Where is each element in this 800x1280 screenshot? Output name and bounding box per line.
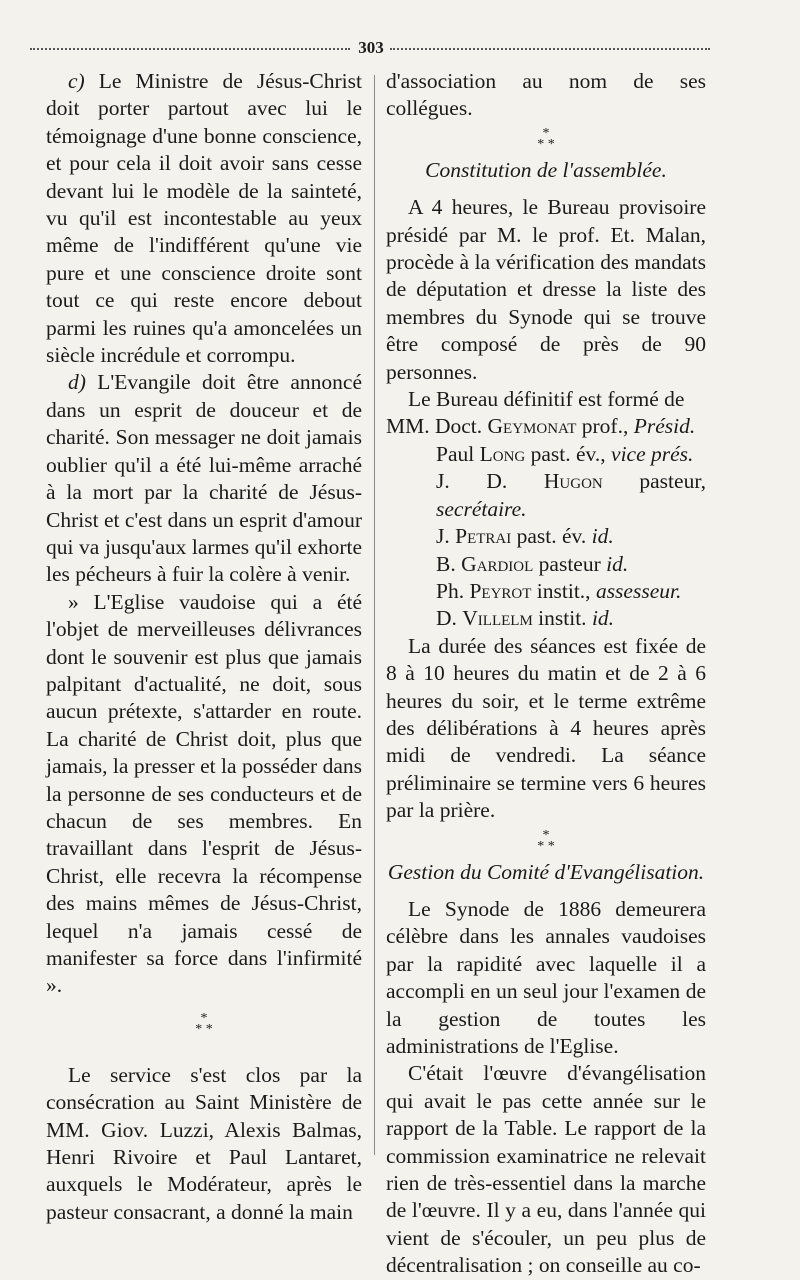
bureau-president-prefix: MM. Doct. <box>386 414 483 439</box>
member-title: instit. <box>538 606 587 631</box>
star-top: * <box>200 1010 208 1026</box>
paragraph-service: Le service s'est clos par la consécration au Saint Ministère de MM. Giov. Luzzi, Alexis Balmas, Henri Rivoire et Paul Lantaret, auxquels le Modérateur, après le pasteur consacrant, a donné la main <box>46 1062 362 1224</box>
bureau-member <box>386 551 706 578</box>
star-pair: * * <box>537 838 555 854</box>
paragraph-d-label: d) <box>68 370 86 395</box>
section-heading-constitution: Constitution de l'assemblée. <box>425 157 667 182</box>
member-title: past. év. <box>516 524 587 549</box>
member-first: B. <box>436 551 456 576</box>
section-separator-stars <box>46 1010 362 1037</box>
bureau-member <box>386 578 706 605</box>
paragraph-d <box>46 369 362 588</box>
member-role: secrétaire. <box>436 496 527 521</box>
right-column <box>386 68 706 1280</box>
paragraph-c-label: c) <box>68 69 85 93</box>
member-role: vice prés. <box>611 441 694 466</box>
bureau-member <box>386 441 706 468</box>
star-pair: * * <box>537 136 555 152</box>
bureau-president-line <box>386 413 706 440</box>
star-top: * <box>542 125 550 141</box>
paragraph-c <box>46 68 362 369</box>
bureau-member <box>386 523 706 550</box>
member-first: J. <box>436 524 450 549</box>
member-role: id. <box>606 551 629 576</box>
bureau-president-title: prof., <box>581 414 629 439</box>
member-first: Paul <box>436 441 475 466</box>
paragraph-d-text: L'Evangile doit être annoncé dans un esprit de douceur et de charité. Son messager ne doit jamais oublier qu'il a été lui-même arraché à la mort par la charité de Jésus-Christ et c'est dans un esprit d'amour qui va jusqu'aux larmes qu'il exhorte les pécheurs à fuir la colère à venir. <box>46 370 363 587</box>
star-top: * <box>542 827 550 843</box>
member-first: J. D. <box>436 469 508 494</box>
left-column <box>46 68 362 1226</box>
section-separator-stars <box>386 827 706 854</box>
page-number: 303 <box>358 38 384 57</box>
paragraph-seances: La durée des séances est fixée de 8 à 10 heures du matin et de 2 à 6 heures du soir, et le terme extrême des délibérations à 4 heures après midi de vendredi. La séance préliminaire se termine vers 6 heures par la prière. <box>386 633 706 823</box>
section-heading-gestion: Gestion du Comité d'Evangélisation. <box>387 859 705 884</box>
bureau-president-name: Geymonat <box>487 414 577 439</box>
column-divider <box>374 75 375 1155</box>
member-title: past. év., <box>530 441 606 466</box>
paragraph-bureau-intro: Le Bureau définitif est formé de <box>408 387 685 412</box>
bureau-member <box>386 468 706 523</box>
member-title: pasteur <box>538 551 601 576</box>
paragraph-oeuvre: C'était l'œuvre d'évangélisation qui avait le pas cette année sur le rapport de la Table. Le rapport de la commission examinatrice ne relevait rien de très-essentiel dans la marche de l'œuvre. Il y a eu, dans l'année qui vient de s'écouler, un peu plus de décentralisation ; on conseille au co- <box>386 1061 706 1278</box>
paragraph-synode: Le Synode de 1886 demeurera célèbre dans les annales vaudoises par la rapidité avec laquelle il a accompli en un seul jour l'examen de la gestion de toutes les administrations de l'Eglise. <box>386 896 706 1058</box>
member-name: Peyrot <box>469 578 532 603</box>
paragraph-c-text: Le Ministre de Jésus-Christ doit porter partout avec lui le témoignage d'une bonne conscience, et pour cela il doit avoir sans cesse devant lui le modèle de la sainteté, vu qu'il est incontestable au yeux même de l'indifférent qu'une vie pure et une conscience droite sont tout ce qui reste encore debout parmi les ruines qu'a amoncelées un siècle incrédule et corrompu. <box>46 69 362 368</box>
member-name: Hugon <box>543 469 603 494</box>
member-name: Petrai <box>455 524 512 549</box>
member-role: id. <box>591 606 615 631</box>
star-pair: * * <box>195 1021 213 1037</box>
member-title: pasteur, <box>639 469 706 494</box>
paragraph-eglise: » L'Eglise vaudoise qui a été l'objet de merveilleuses délivrances dont le souvenir est plus que jamais palpitant d'actualité, ne doit, sous aucun prétexte, s'attarder en route. La charité de Christ doit, plus que jamais, la presser et la posséder dans la personne de ses conducteurs et de chacun de ses membres. En travaillant dans l'esprit de Jésus-Christ, elle recevra la récompense des mains mêmes de Jésus-Christ, lequel n'a jamais cessé de manifester sa force dans l'infirmité ». <box>46 589 362 998</box>
bureau-president-role: Présid. <box>633 414 696 439</box>
member-name: Villelm <box>462 606 533 631</box>
member-role: assesseur. <box>595 578 682 603</box>
paragraph-bureau-provisoire: A 4 heures, le Bureau provisoire présidé par M. le prof. Et. Malan, procède à la vérification des mandats de députation et dresse la liste des membres du Synode qui se trouve être composé de près de 90 personnes. <box>386 195 706 384</box>
member-title: instit., <box>536 578 591 603</box>
section-separator-stars <box>386 125 706 152</box>
bureau-member <box>386 605 706 632</box>
member-name: Gardiol <box>461 551 534 576</box>
header-rule-right <box>390 48 710 50</box>
page-header <box>30 38 710 62</box>
bureau-member-list <box>386 441 706 633</box>
member-first: D. <box>436 606 457 631</box>
paragraph-continuation: d'association au nom de ses collégues. <box>386 69 706 121</box>
header-rule-left <box>30 48 350 50</box>
member-role: id. <box>591 524 614 549</box>
member-name: Long <box>479 441 526 466</box>
member-first: Ph. <box>436 578 465 603</box>
